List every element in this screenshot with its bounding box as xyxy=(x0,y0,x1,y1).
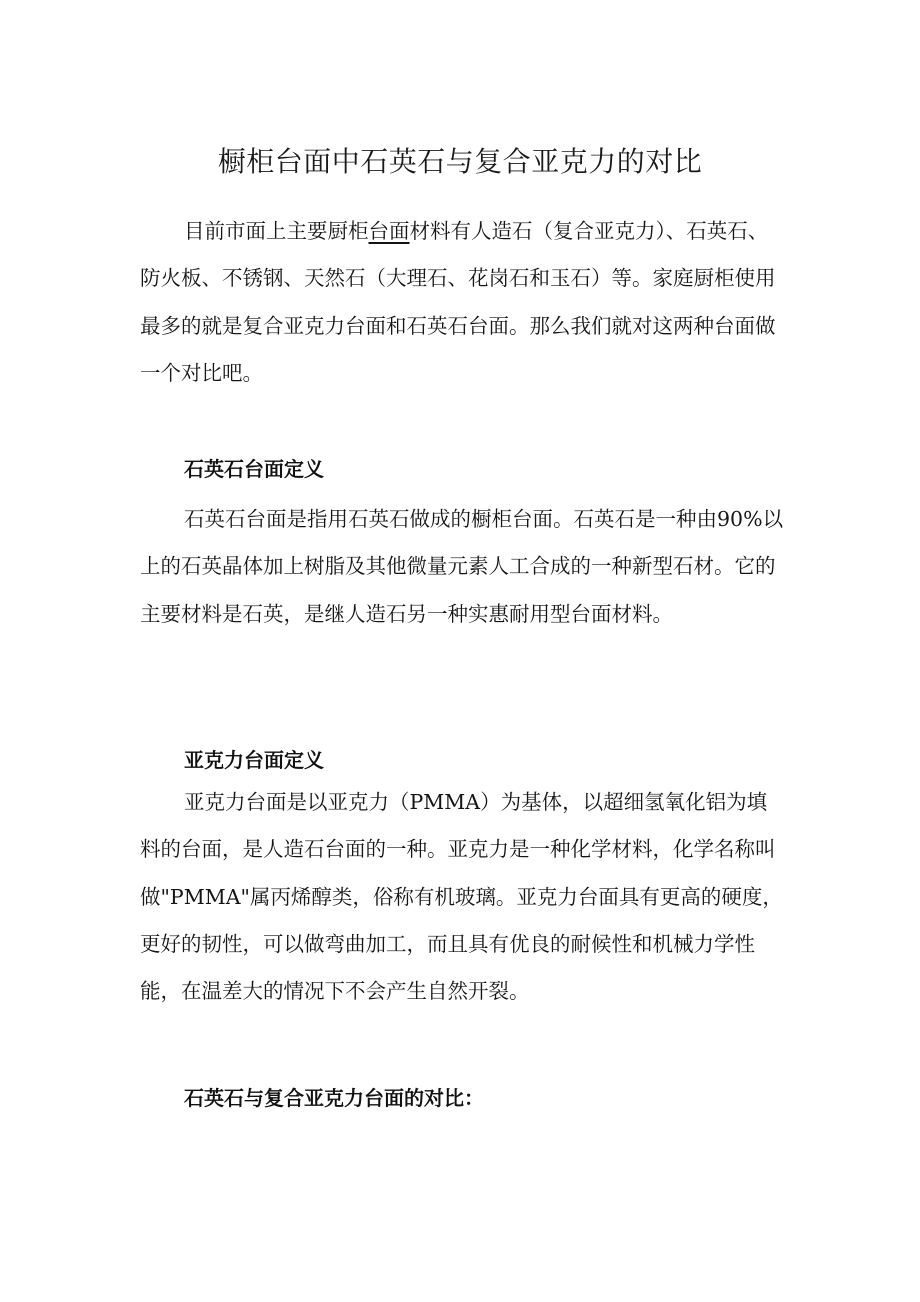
intro-text-start: 目前市面上主要厨柜 xyxy=(184,219,369,243)
section-heading-comparison: 石英石与复合亚克力台面的对比： xyxy=(184,1086,484,1110)
document-title: 橱柜台面中石英石与复合亚克力的对比 xyxy=(217,145,703,178)
section-body-acrylic: 亚克力台面是以亚克力（PMMA）为基体，以超细氢氧化铝为填料的台面，是人造石台面的一种。亚克力是一种化学材料，化学名称叫做"PMMA"属丙烯醇类，俗称有机玻璃。亚克力台面具有更高的硬度，更好的韧性，可以做弯曲加工，而且具有优良的耐候性和机械力学性能，在温差大的情况下不会产生自然开裂。 xyxy=(140,790,783,1004)
underlined-term-link[interactable]: 台面 xyxy=(368,219,410,243)
section-body-quartz: 石英石台面是指用石英石做成的橱柜台面。石英石是一种由90%以上的石英晶体加上树脂及其他微量元素人工合成的一种新型石材。它的主要材料是石英，是继人造石另一种实惠耐用型台面材料。 xyxy=(140,507,784,626)
intro-text-end: 材料有人造石（复合亚克力）、石英石、防火板、不锈钢、天然石（大理石、花岗石和玉石）等。家庭厨柜使用最多的就是复合亚克力台面和石英石台面。那么我们就对这两种台面做一个对比吧。 xyxy=(140,219,776,385)
intro-paragraph xyxy=(140,208,785,397)
section-heading-acrylic: 亚克力台面定义 xyxy=(184,748,324,772)
section-heading-quartz: 石英石台面定义 xyxy=(184,457,324,481)
